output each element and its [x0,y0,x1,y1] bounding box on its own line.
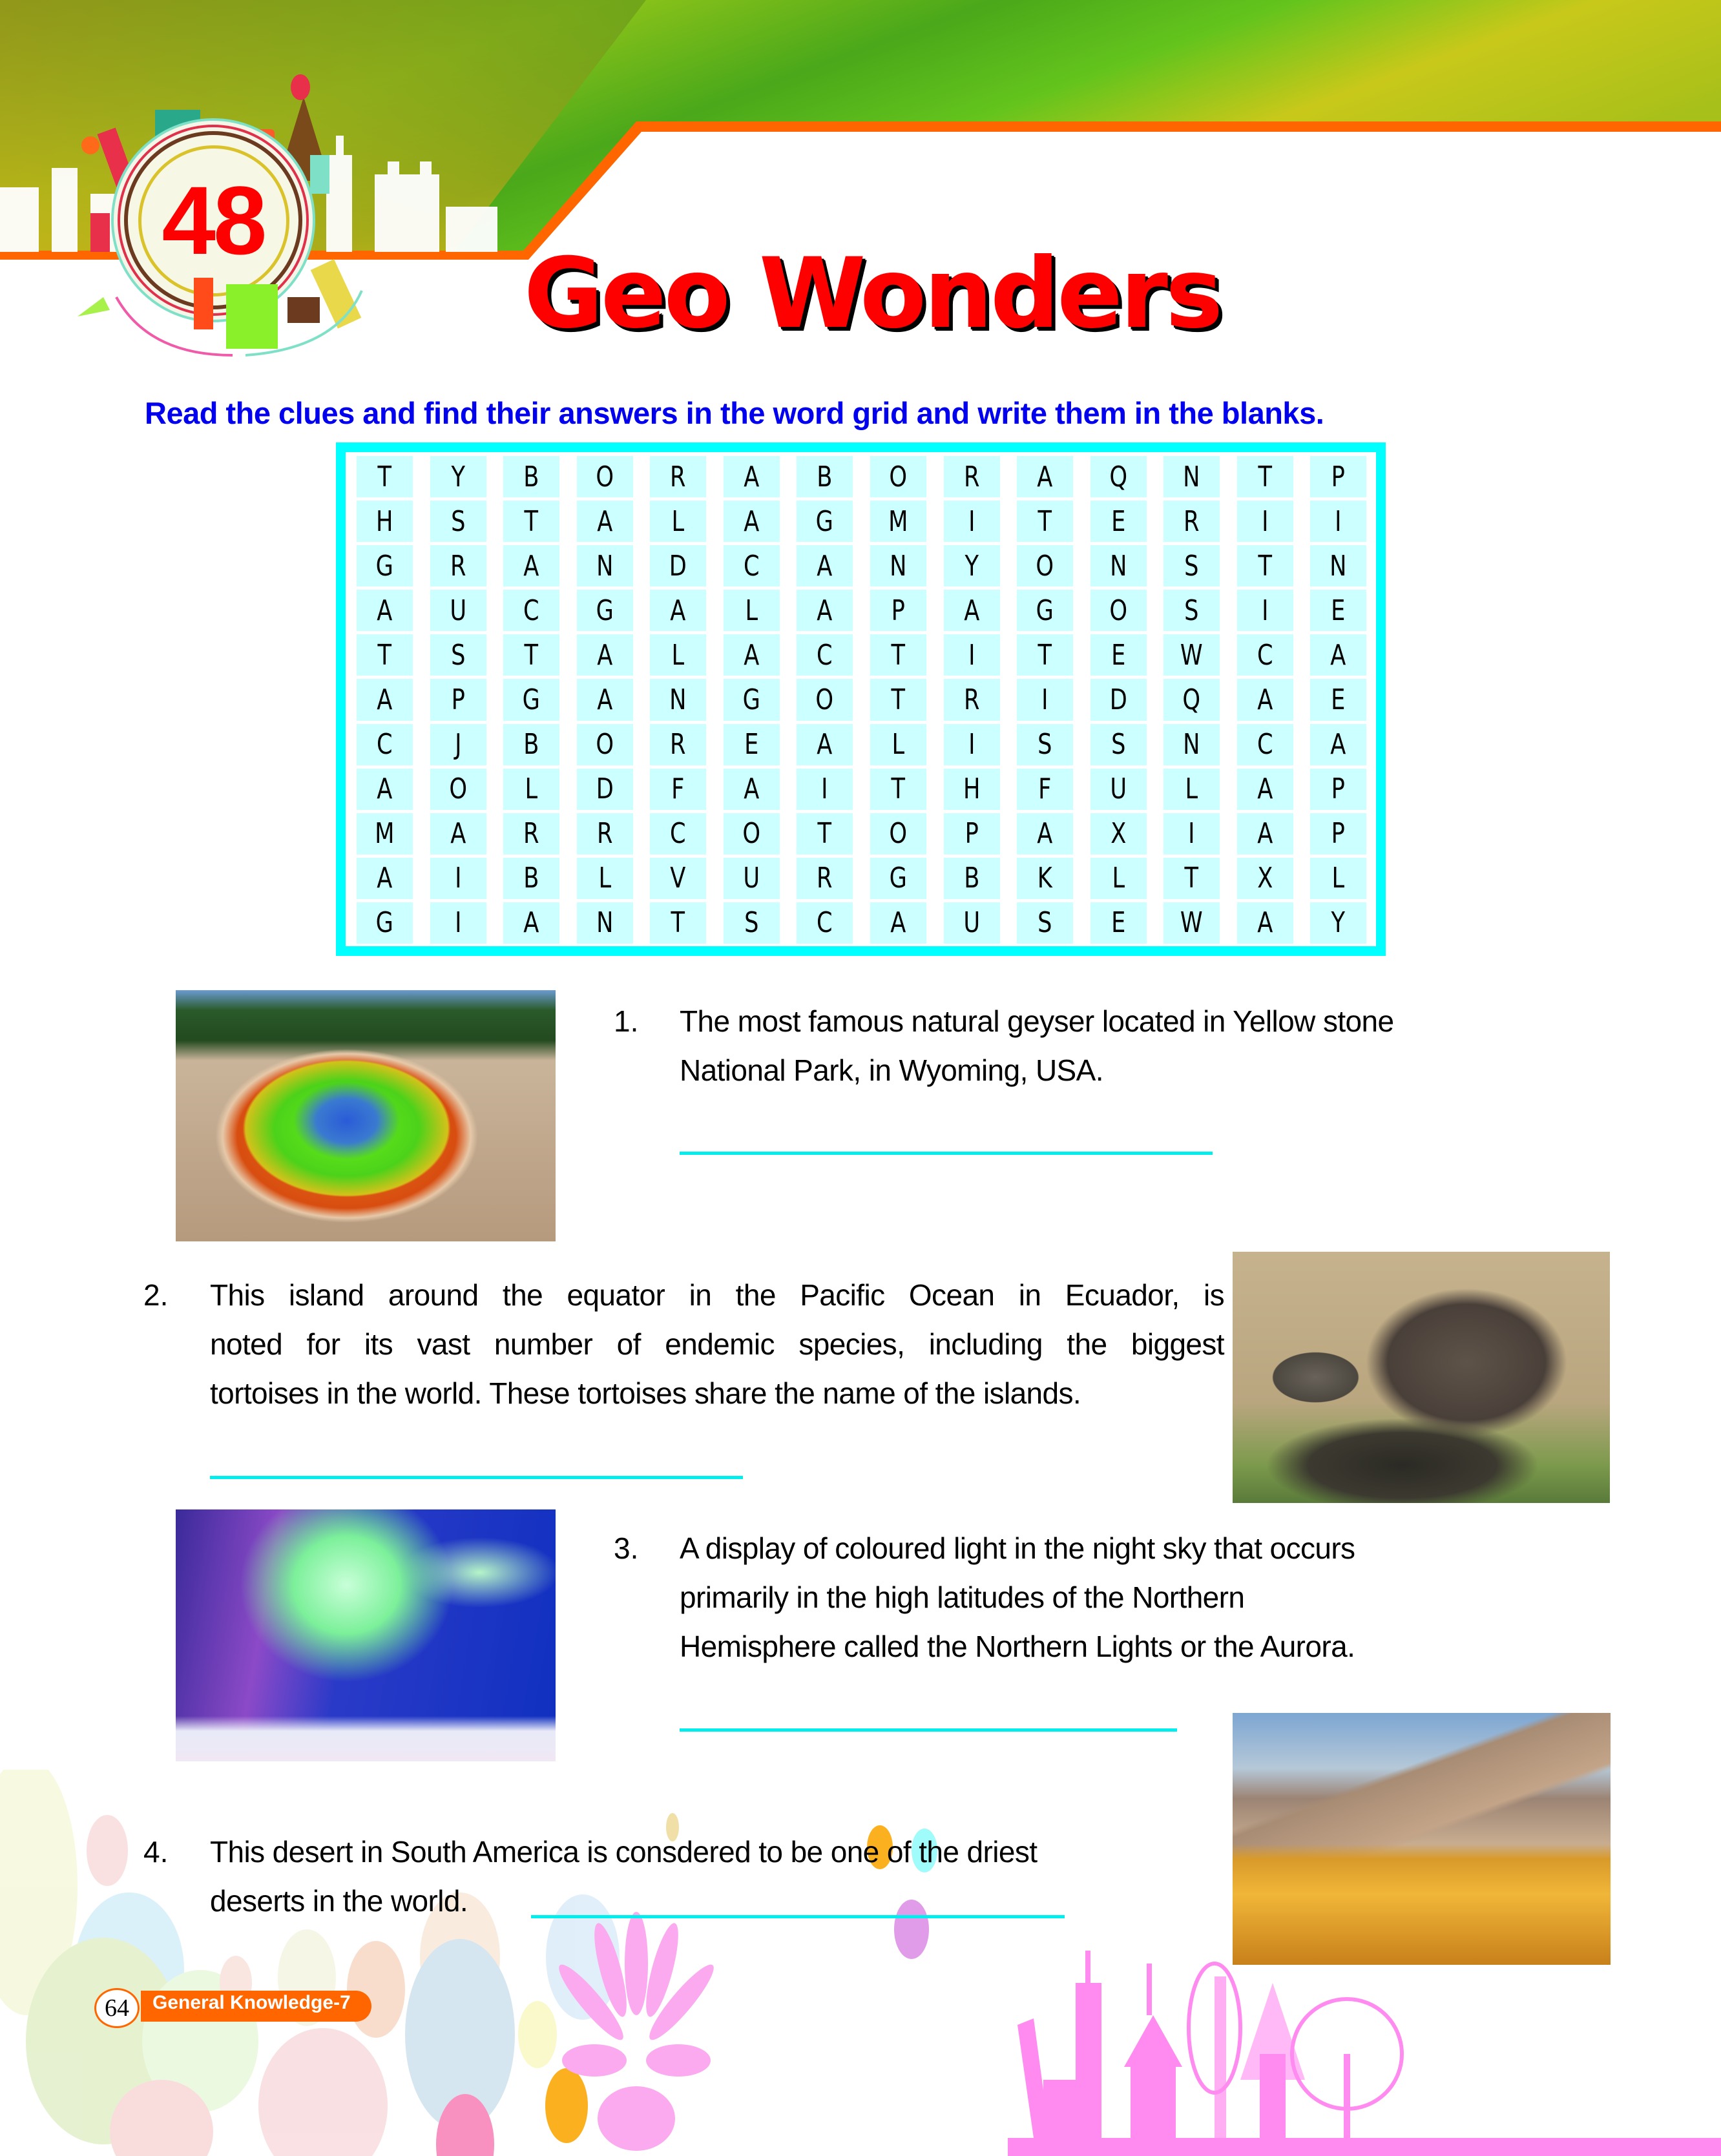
grid-cell[interactable]: B [503,456,559,497]
grid-cell[interactable]: Q [1090,456,1147,497]
grid-cell[interactable]: C [1237,724,1293,765]
giant-tortoise-photo [1233,1252,1610,1503]
grid-cell[interactable]: R [503,813,559,855]
grid-cell[interactable]: H [943,769,999,810]
grid-cell[interactable]: A [943,590,999,631]
grid-cell[interactable]: A [797,545,853,586]
clue-4-text-line-1: This desert in South America is consdered to be one of the driest [210,1835,1038,1869]
grid-cell[interactable]: S [1090,724,1147,765]
grid-cell[interactable]: A [357,769,413,810]
grid-cell[interactable]: A [430,813,486,855]
grid-cell[interactable]: A [577,634,633,676]
grid-cell[interactable]: M [870,501,926,542]
grid-cell[interactable]: T [503,501,559,542]
grid-cell[interactable]: H [357,501,413,542]
clue-3-text-line-3: Hemisphere called the Northern Lights or the Aurora. [680,1630,1355,1663]
grid-cell[interactable]: G [357,545,413,586]
grid-cell[interactable]: T [1017,501,1073,542]
grid-cell[interactable]: N [1090,545,1147,586]
grid-cell[interactable]: A [724,634,780,676]
page-number: 64 [94,1988,140,2028]
grid-cell[interactable]: C [797,902,853,944]
grid-cell[interactable]: D [650,545,706,586]
clue-1-number: 1. [614,1004,639,1038]
grid-cell[interactable]: L [870,724,926,765]
grid-cell[interactable]: A [1237,902,1293,944]
grid-cell[interactable]: A [357,858,413,899]
grid-cell[interactable]: A [503,545,559,586]
grid-cell[interactable]: A [1237,813,1293,855]
grid-cell[interactable]: N [1163,456,1220,497]
grid-cell[interactable]: C [357,724,413,765]
grid-cell[interactable]: P [1310,813,1366,855]
grid-cell[interactable]: A [1310,724,1366,765]
grid-cell[interactable]: K [1017,858,1073,899]
grid-cell[interactable]: I [943,634,999,676]
grid-cell[interactable]: L [650,634,706,676]
grid-cell[interactable]: P [430,679,486,720]
grid-cell[interactable]: P [1310,456,1366,497]
grid-cell[interactable]: I [1310,501,1366,542]
grid-cell[interactable]: P [870,590,926,631]
grid-cell[interactable]: A [577,679,633,720]
grid-cell[interactable]: A [797,590,853,631]
grid-cell[interactable]: B [797,456,853,497]
grid-cell[interactable]: C [724,545,780,586]
grid-cell[interactable]: R [943,456,999,497]
grid-cell[interactable]: F [1017,769,1073,810]
grid-cell[interactable]: O [724,813,780,855]
grid-cell[interactable]: G [797,501,853,542]
clue-3-text-line-1: A display of coloured light in the night sky that occurs [680,1531,1355,1565]
grid-cell[interactable]: T [1163,858,1220,899]
grid-cell[interactable]: W [1163,634,1220,676]
grid-cell[interactable]: I [1017,679,1073,720]
grid-cell[interactable]: U [943,902,999,944]
clue-2-text-line-3: tortoises in the world. These tortoises share the name of the islands. [210,1376,1081,1410]
clue-4-text-line-2: deserts in the world. [210,1884,468,1918]
clue-1-text-line-1: The most famous natural geyser located in Yellow stone [680,1004,1394,1038]
clue-4-number: 4. [143,1835,169,1869]
grid-cell[interactable]: R [797,858,853,899]
grid-cell[interactable]: C [1237,634,1293,676]
grid-cell[interactable]: I [430,902,486,944]
grid-cell[interactable]: D [577,769,633,810]
grid-cell[interactable]: A [357,590,413,631]
grid-cell[interactable]: A [870,902,926,944]
grid-cell[interactable]: L [577,858,633,899]
grid-cell[interactable]: I [1237,590,1293,631]
grid-cell[interactable]: A [577,501,633,542]
clue-2-text-line-1: This island around the equator in the Pacific Ocean in Ecuador, is [210,1278,1224,1312]
grid-cell[interactable]: O [870,813,926,855]
grid-cell[interactable]: N [577,902,633,944]
grid-cell[interactable]: Y [1310,902,1366,944]
grid-cell[interactable]: A [1237,769,1293,810]
grid-cell[interactable]: L [1310,858,1366,899]
grid-cell[interactable]: D [1090,679,1147,720]
grid-cell[interactable]: O [870,456,926,497]
grid-cell[interactable]: T [870,769,926,810]
grid-cell[interactable]: C [503,590,559,631]
grid-cell[interactable]: R [577,813,633,855]
clue-3-number: 3. [614,1531,639,1565]
grid-cell[interactable]: V [650,858,706,899]
grid-cell[interactable]: X [1237,858,1293,899]
grid-cell[interactable]: O [1017,545,1073,586]
grid-cell[interactable]: E [1090,501,1147,542]
grid-cell[interactable]: P [943,813,999,855]
instruction-text: Read the clues and find their answers in the word grid and write them in the blanks. [145,396,1324,430]
grid-cell[interactable]: A [797,724,853,765]
grid-cell[interactable]: O [797,679,853,720]
grid-cell[interactable]: B [943,858,999,899]
grid-cell[interactable]: T [1237,545,1293,586]
grid-cell[interactable]: A [1017,813,1073,855]
grid-cell[interactable]: I [943,724,999,765]
grid-cell[interactable]: L [1163,769,1220,810]
grid-cell[interactable]: A [1310,634,1366,676]
grid-cell[interactable]: E [1090,634,1147,676]
grid-cell[interactable]: U [430,590,486,631]
word-search-cells [346,452,1376,946]
grid-cell[interactable]: G [1017,590,1073,631]
grid-cell[interactable]: N [650,679,706,720]
grid-cell[interactable]: T [1017,634,1073,676]
word-search-grid [336,442,1386,956]
grid-cell[interactable]: N [1163,724,1220,765]
grid-cell[interactable]: I [1237,501,1293,542]
clue-3-text-line-2: primarily in the high latitudes of the Northern [680,1581,1245,1614]
grid-cell[interactable]: T [1237,456,1293,497]
grid-cell[interactable]: J [430,724,486,765]
badge-bottom-decoration [65,258,401,362]
grid-cell[interactable]: U [1090,769,1147,810]
geyser-photo [176,990,556,1241]
clue-2-number: 2. [143,1278,169,1312]
grid-cell[interactable]: O [1090,590,1147,631]
grid-cell[interactable]: T [797,813,853,855]
grid-cell[interactable]: T [357,634,413,676]
grid-cell[interactable]: T [650,902,706,944]
grid-cell[interactable]: R [943,679,999,720]
grid-cell[interactable]: A [650,590,706,631]
grid-cell[interactable]: A [357,679,413,720]
grid-cell[interactable]: W [1163,902,1220,944]
clue-2-text-line-2: noted for its vast number of endemic species, including the biggest [210,1327,1224,1361]
book-title: General Knowledge-7 [152,1992,351,2013]
grid-cell[interactable]: A [724,501,780,542]
clue-4-answer-blank[interactable] [531,1915,1065,1918]
chapter-number: 48 [162,165,265,275]
grid-cell[interactable]: R [1163,501,1220,542]
grid-cell[interactable]: E [1090,902,1147,944]
bottom-decoration [0,1770,1721,2156]
grid-cell[interactable]: I [1163,813,1220,855]
grid-cell[interactable]: S [430,634,486,676]
grid-cell[interactable]: X [1090,813,1147,855]
grid-cell[interactable]: Y [943,545,999,586]
grid-cell[interactable]: R [650,724,706,765]
grid-cell[interactable]: G [503,679,559,720]
grid-cell[interactable]: T [870,679,926,720]
grid-cell[interactable]: S [1017,902,1073,944]
grid-cell[interactable]: F [650,769,706,810]
grid-cell[interactable]: S [430,501,486,542]
grid-cell[interactable]: R [650,456,706,497]
grid-cell[interactable]: T [870,634,926,676]
grid-cell[interactable]: C [797,634,853,676]
aurora-photo [176,1509,556,1761]
grid-cell[interactable]: L [1090,858,1147,899]
grid-cell[interactable]: S [1163,590,1220,631]
grid-cell[interactable]: S [1163,545,1220,586]
grid-cell[interactable]: G [357,902,413,944]
grid-cell[interactable]: G [724,679,780,720]
grid-cell[interactable]: E [1310,679,1366,720]
grid-cell[interactable]: O [430,769,486,810]
grid-cell[interactable]: A [1237,679,1293,720]
clue-2-answer-blank[interactable] [210,1476,743,1479]
page-title: Geo Wonders [523,238,1221,350]
clue-1-text-line-2: National Park, in Wyoming, USA. [680,1053,1103,1087]
grid-cell[interactable]: A [724,769,780,810]
grid-cell[interactable]: A [503,902,559,944]
grid-cell[interactable]: L [724,590,780,631]
grid-cell[interactable]: U [724,858,780,899]
grid-cell[interactable]: N [577,545,633,586]
grid-cell[interactable]: O [577,456,633,497]
grid-cell[interactable]: L [503,769,559,810]
grid-cell[interactable]: G [870,858,926,899]
grid-cell[interactable]: B [503,724,559,765]
grid-cell[interactable]: T [503,634,559,676]
grid-cell[interactable]: Q [1163,679,1220,720]
grid-cell[interactable]: B [503,858,559,899]
grid-cell[interactable]: A [724,456,780,497]
grid-cell[interactable]: G [577,590,633,631]
grid-cell[interactable]: E [724,724,780,765]
clue-3-answer-blank[interactable] [680,1728,1177,1732]
grid-cell[interactable]: I [943,501,999,542]
grid-cell[interactable]: L [650,501,706,542]
grid-cell[interactable]: M [357,813,413,855]
grid-cell[interactable]: I [430,858,486,899]
grid-cell[interactable]: T [357,456,413,497]
grid-cell[interactable]: N [870,545,926,586]
grid-cell[interactable]: C [650,813,706,855]
grid-cell[interactable]: A [1017,456,1073,497]
grid-cell[interactable]: R [430,545,486,586]
grid-cell[interactable]: P [1310,769,1366,810]
clue-1-answer-blank[interactable] [680,1152,1213,1155]
grid-cell[interactable]: O [577,724,633,765]
grid-cell[interactable]: N [1310,545,1366,586]
grid-cell[interactable]: I [797,769,853,810]
grid-cell[interactable]: E [1310,590,1366,631]
pink-landmark-skyline [1008,1951,1721,2156]
grid-cell[interactable]: Y [430,456,486,497]
grid-cell[interactable]: S [1017,724,1073,765]
grid-cell[interactable]: S [724,902,780,944]
